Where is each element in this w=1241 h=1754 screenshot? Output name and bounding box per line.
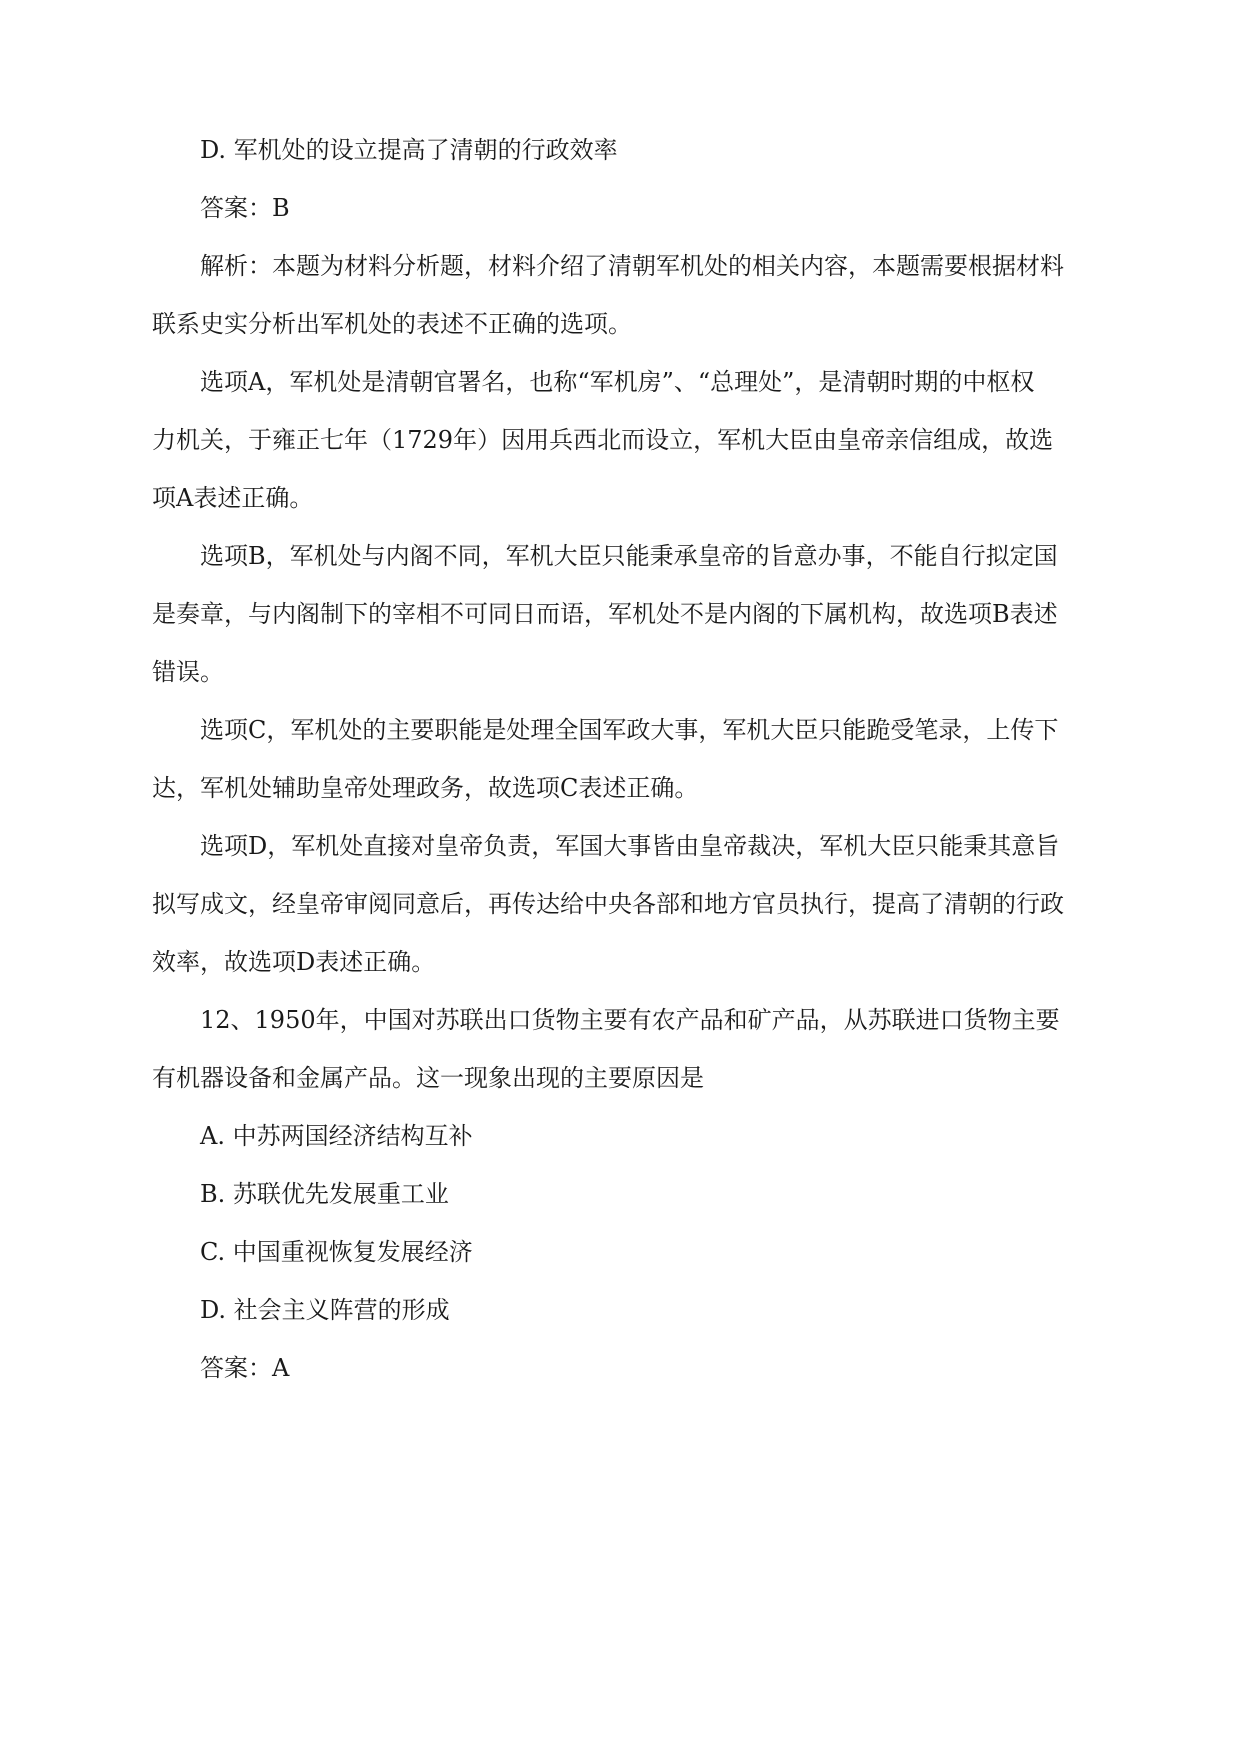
option-a: A. 中苏两国经济结构互补	[200, 1122, 473, 1150]
text-line: 联系史实分析出军机处的表述不正确的选项。	[152, 310, 632, 338]
text-line: 答案：B	[200, 194, 290, 222]
text-line: 选项B，军机处与内阁不同，军机大臣只能秉承皇帝的旨意办事，不能自行拟定国	[200, 542, 1058, 570]
text-line: 拟写成文，经皇帝审阅同意后，再传达给中央各部和地方官员执行，提高了清朝的行政	[152, 890, 1064, 918]
text-line: 力机关，于雍正七年（1729年）因用兵西北而设立，军机大臣由皇帝亲信组成，故选	[152, 426, 1054, 454]
question-line: 有机器设备和金属产品。这一现象出现的主要原因是	[152, 1064, 704, 1092]
text-line: 达，军机处辅助皇帝处理政务，故选项C表述正确。	[152, 774, 699, 802]
text-line: D. 军机处的设立提高了清朝的行政效率	[200, 136, 618, 164]
option-d: D. 社会主义阵营的形成	[200, 1296, 450, 1324]
text-line: 选项A，军机处是清朝官署名，也称“军机房”、“总理处”，是清朝时期的中枢权	[200, 368, 1035, 396]
text-line: 是奏章，与内阁制下的宰相不可同日而语，军机处不是内阁的下属机构，故选项B表述	[152, 600, 1058, 628]
text-line: 选项C，军机处的主要职能是处理全国军政大事，军机大臣只能跪受笔录，上传下	[200, 716, 1059, 744]
text-line: 项A表述正确。	[152, 484, 314, 512]
text-line: 效率，故选项D表述正确。	[152, 948, 436, 976]
option-b: B. 苏联优先发展重工业	[200, 1180, 449, 1208]
text-line: 选项D，军机处直接对皇帝负责，军国大事皆由皇帝裁决，军机大臣只能秉其意旨	[200, 832, 1060, 860]
answer-line: 答案：A	[200, 1354, 290, 1382]
text-line: 错误。	[152, 658, 224, 686]
question-line: 12、1950年，中国对苏联出口货物主要有农产品和矿产品，从苏联进口货物主要	[200, 1006, 1060, 1034]
option-c: C. 中国重视恢复发展经济	[200, 1238, 473, 1266]
text-line: 解析：本题为材料分析题，材料介绍了清朝军机处的相关内容，本题需要根据材料	[200, 252, 1064, 280]
